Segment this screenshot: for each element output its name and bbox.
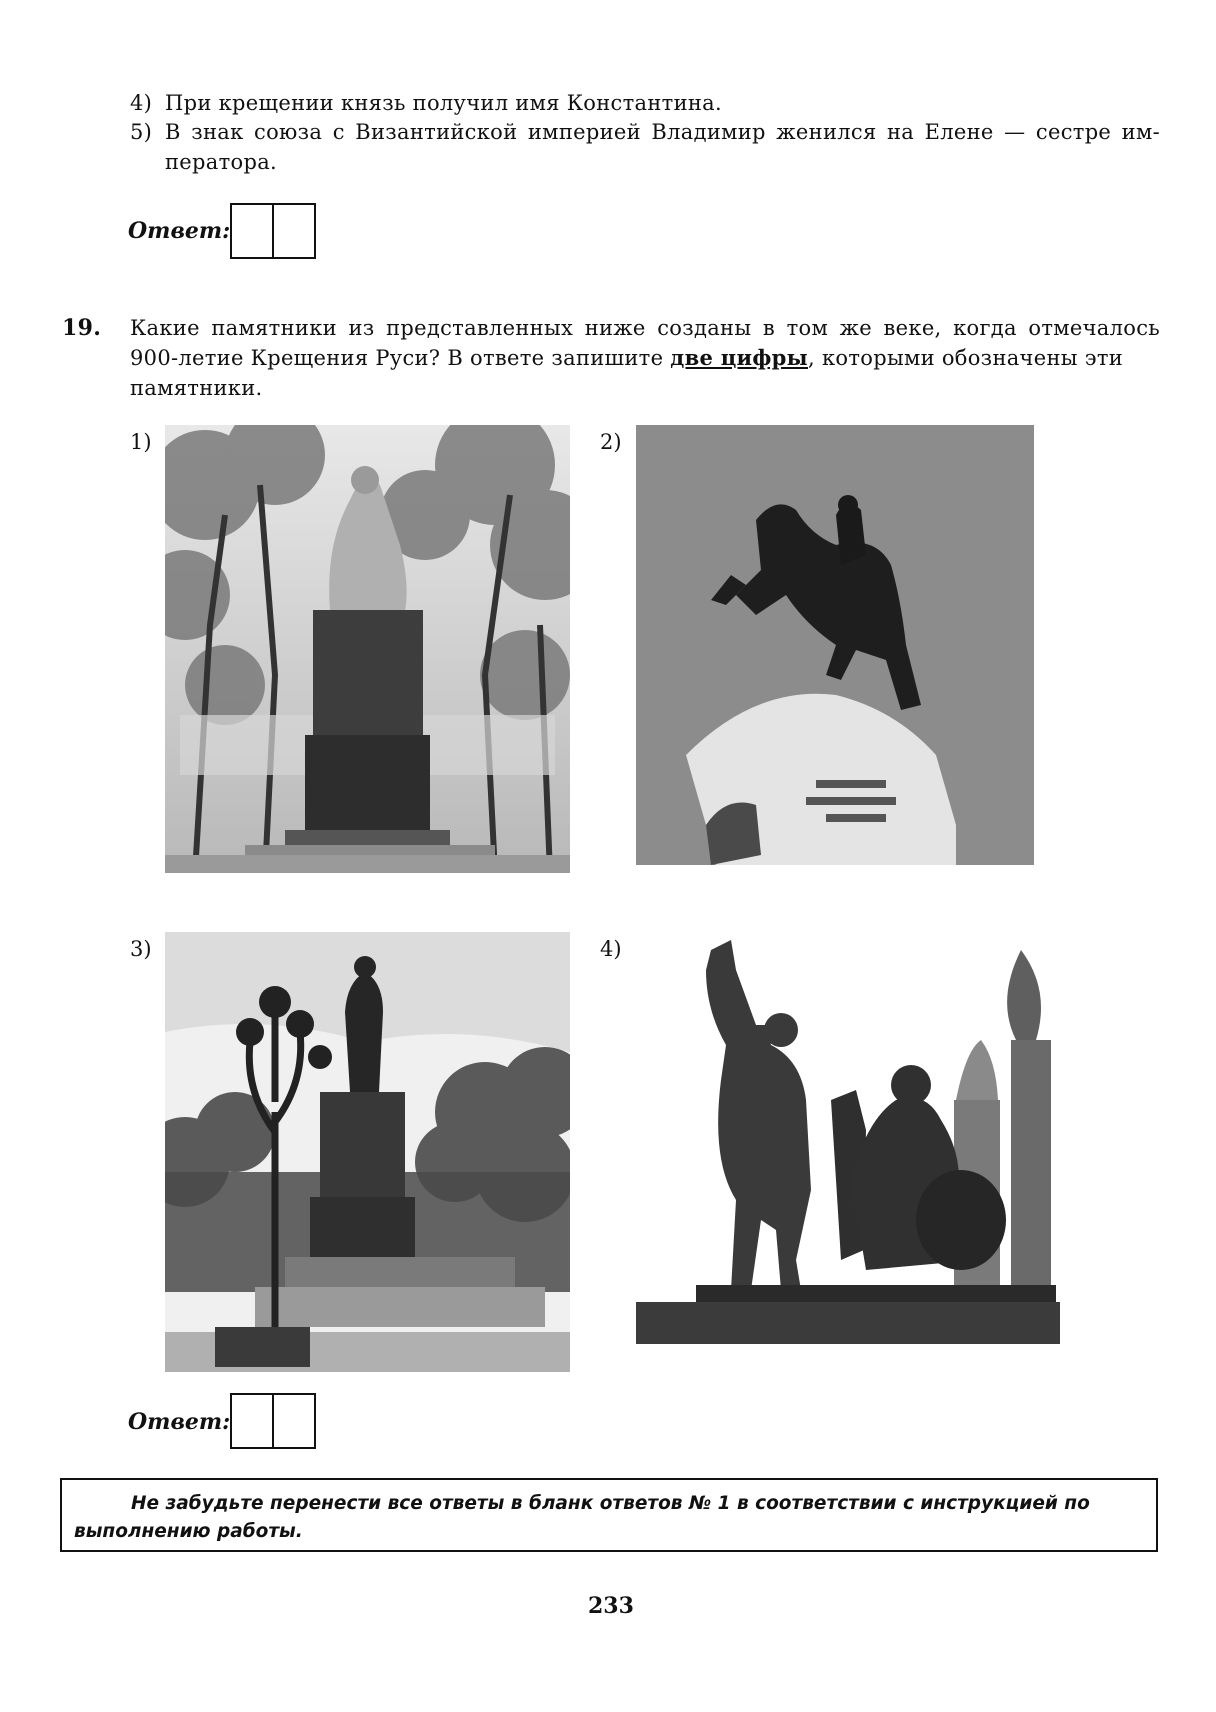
answer-cell-1[interactable] bbox=[232, 205, 272, 257]
page-number: 233 bbox=[588, 1593, 634, 1619]
question-text-line-2 bbox=[130, 343, 1160, 373]
question-text-after: , которыми обозначены эти bbox=[808, 346, 1124, 370]
item-number-5: 5) bbox=[130, 120, 153, 144]
question-text-before: 900-летие Крещения Руси? В ответе запишите bbox=[130, 346, 671, 370]
answer-field-18[interactable] bbox=[230, 203, 316, 259]
answer-field-19[interactable] bbox=[230, 1393, 316, 1449]
notice-line-1: Не забудьте перенести все ответы в бланк ответов № 1 в соответствии с инструкцией по bbox=[131, 1493, 1090, 1514]
photo-label-2: 2) bbox=[600, 430, 622, 454]
photo-label-1: 1) bbox=[130, 430, 152, 454]
question-text-line-1: Какие памятники из представленных ниже созданы в том же веке, когда отмечалось bbox=[130, 316, 1160, 340]
question-text-segment bbox=[130, 343, 1123, 373]
standing-figure-monument-photo bbox=[165, 932, 570, 1372]
answer-label-19: Ответ: bbox=[128, 1409, 231, 1435]
item-text-4: При крещении князь получил имя Константина. bbox=[165, 91, 722, 115]
item-text-5: В знак союза с Византийской империей Владимир женился на Елене — сестре им- bbox=[165, 120, 1160, 144]
answer-cell-1[interactable] bbox=[232, 1395, 272, 1447]
answer-label: Ответ: bbox=[128, 218, 231, 244]
question-number: 19. bbox=[62, 315, 102, 341]
item-number-4: 4) bbox=[130, 91, 153, 115]
notice-box bbox=[60, 1478, 1158, 1552]
equestrian-statue-photo bbox=[636, 425, 1034, 865]
notice-line-2: выполнению работы. bbox=[74, 1521, 303, 1542]
item-text-5-continued: ператора. bbox=[165, 150, 277, 174]
question-text-line-3: памятники. bbox=[130, 376, 263, 400]
two-figure-monument-photo bbox=[636, 930, 1060, 1355]
monument-seated-figure-photo bbox=[165, 425, 570, 873]
photo-label-3: 3) bbox=[130, 937, 152, 961]
question-emphasis: две цифры bbox=[670, 345, 809, 370]
answer-cell-2[interactable] bbox=[272, 205, 314, 257]
answer-cell-2[interactable] bbox=[272, 1395, 314, 1447]
photo-label-4: 4) bbox=[600, 937, 622, 961]
